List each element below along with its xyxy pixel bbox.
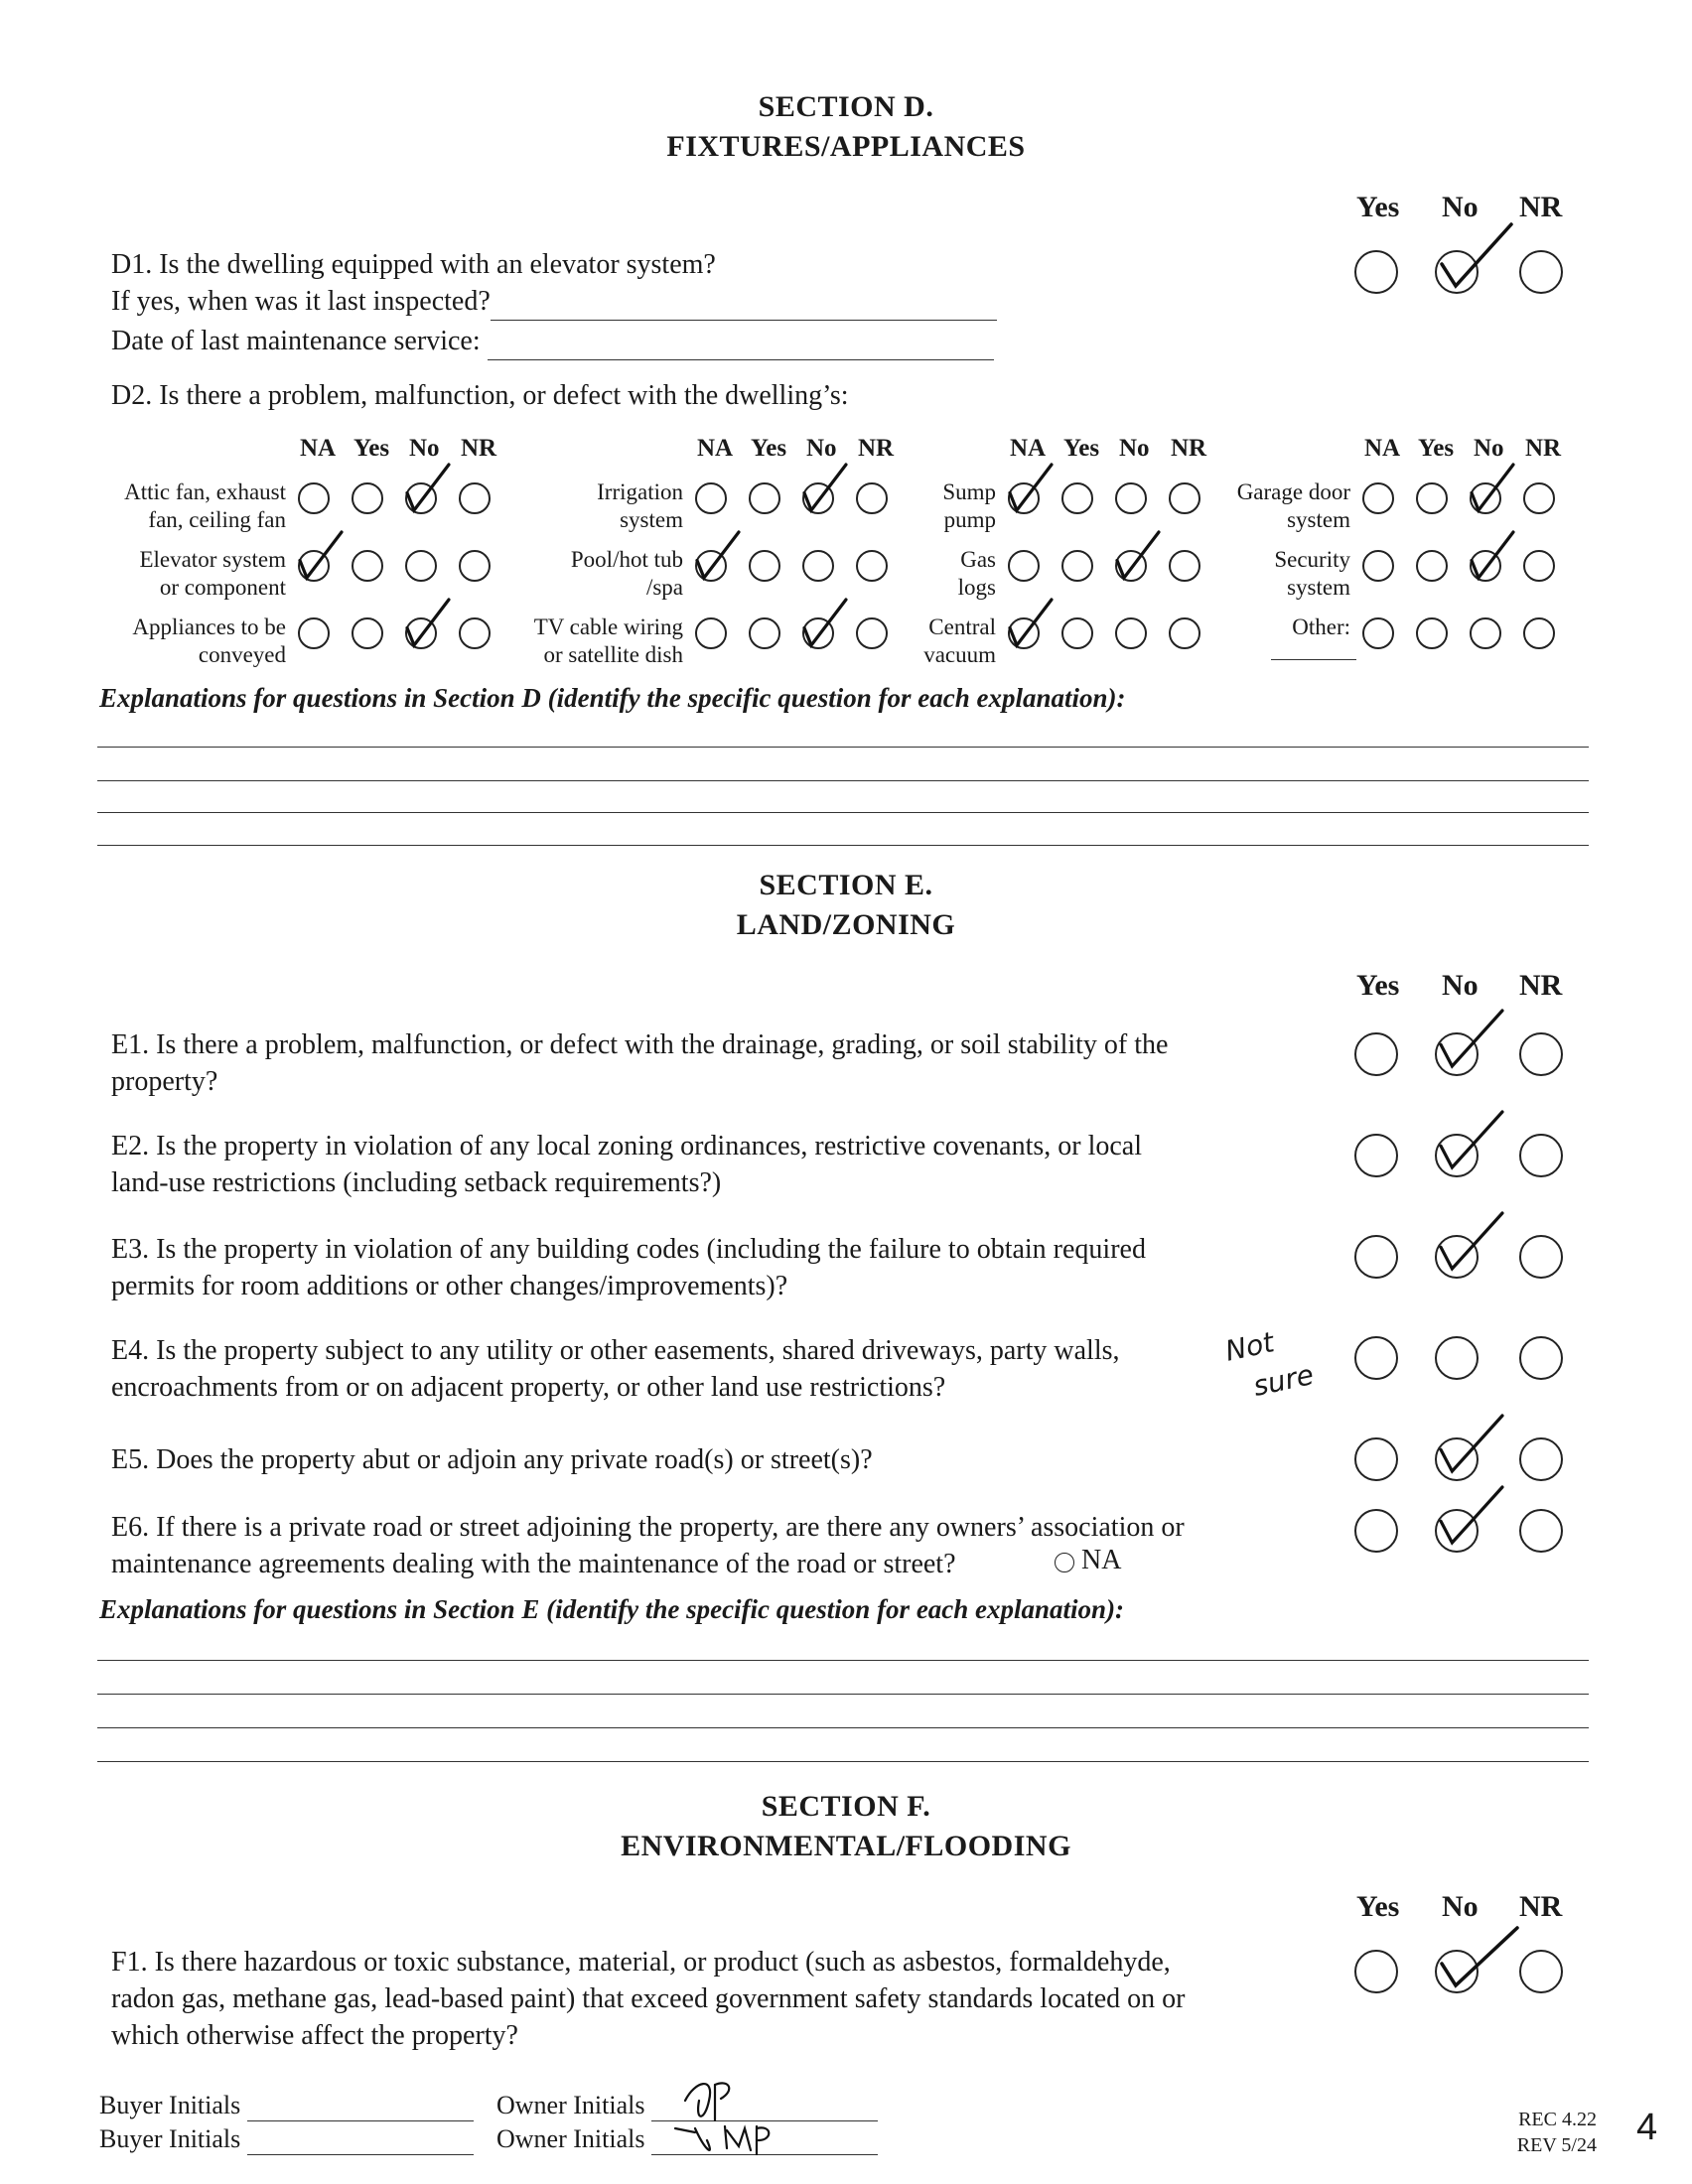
d2-item-label-line1: TV cable wiring (533, 614, 683, 639)
section-d-line-3[interactable] (97, 812, 1589, 813)
d2-item-label-line1: Appliances to be (132, 614, 286, 639)
f1-no-radio[interactable] (1435, 1950, 1479, 1993)
d-col-nr: NR (1519, 191, 1563, 223)
buyer-initials-row-1 (99, 2091, 474, 2121)
d1-inspected-field[interactable] (491, 283, 997, 321)
d2-item-label-line2: conveyed (198, 642, 286, 667)
page-number: 4 (1636, 2107, 1658, 2148)
d2-radio-nr[interactable] (1523, 482, 1555, 514)
e4-yes-radio[interactable] (1354, 1336, 1398, 1380)
owner-initials-label: Owner Initials (496, 2091, 645, 2119)
e3-question-line2: permits for room additions or other changes/improvements)? (111, 1271, 788, 1301)
d2-radio-yes[interactable] (1061, 482, 1093, 514)
d2-item-label-line1: Sump (942, 479, 996, 504)
section-e-subtitle: LAND/ZONING (736, 908, 956, 941)
d2-item-label-line2: fan, ceiling fan (148, 507, 286, 532)
d2-question: D2. Is there a problem, malfunction, or defect with the dwelling’s: (111, 380, 849, 411)
owner-initials-row-1 (496, 2091, 878, 2121)
e4-note-not: Not (1222, 1325, 1277, 1368)
d2-radio-na[interactable] (1362, 482, 1394, 514)
d2-grid-head-3-nr: NR (1525, 435, 1562, 462)
d2-radio-na[interactable] (298, 482, 330, 514)
section-e-line-4[interactable] (97, 1761, 1589, 1762)
d2-radio-yes[interactable] (749, 550, 780, 582)
d2-radio-na[interactable] (1362, 617, 1394, 649)
e3-nr-radio[interactable] (1519, 1235, 1563, 1279)
d2-item-label-line1: Garage door (1236, 479, 1350, 504)
d2-radio-yes[interactable] (352, 550, 383, 582)
d2-grid-head-2-yes: Yes (1063, 435, 1100, 462)
e2-yes-radio[interactable] (1354, 1134, 1398, 1177)
d2-item-label (797, 546, 996, 602)
e3-yes-radio[interactable] (1354, 1235, 1398, 1279)
d2-radio-yes[interactable] (749, 617, 780, 649)
d2-item-label-line1: Other: (1292, 614, 1350, 639)
d2-grid-head-2-nr: NR (1171, 435, 1207, 462)
section-e-line-3[interactable] (97, 1727, 1589, 1728)
e1-question-line1: E1. Is there a problem, malfunction, or defect with the drainage, grading, or soil stability of the (111, 1029, 1169, 1060)
e1-no-radio[interactable] (1435, 1032, 1479, 1076)
e6-nr-radio[interactable] (1519, 1509, 1563, 1553)
e6-yes-radio[interactable] (1354, 1509, 1398, 1553)
d2-item-label (87, 614, 286, 669)
d2-grid-head-2-no: No (1119, 435, 1150, 462)
section-f-title: SECTION F. (761, 1790, 931, 1823)
buyer-initials-row-2 (99, 2124, 474, 2155)
e4-nr-radio[interactable] (1519, 1336, 1563, 1380)
buyer-initials-label-2: Buyer Initials (99, 2124, 241, 2153)
d2-item-label (87, 546, 286, 602)
buyer-initials-label: Buyer Initials (99, 2091, 241, 2119)
e6-na-option[interactable] (1055, 1545, 1121, 1576)
d2-item-label (485, 478, 683, 534)
d2-item-label-line1: Elevator system (139, 547, 286, 572)
d2-item-label-line1: Gas (960, 547, 996, 572)
e4-question-line2: encroachments from or on adjacent property, or other land use restrictions? (111, 1372, 946, 1403)
e2-no-radio[interactable] (1435, 1134, 1479, 1177)
d2-other-field[interactable] (1271, 659, 1356, 660)
f1-nr-radio[interactable] (1519, 1950, 1563, 1993)
d2-radio-na[interactable] (695, 617, 727, 649)
e4-question-line1: E4. Is the property subject to any utility or other easements, shared driveways, party walls, (111, 1335, 1120, 1366)
e5-yes-radio[interactable] (1354, 1437, 1398, 1481)
owner-initials-field-2[interactable] (651, 2124, 878, 2155)
d2-grid-head-0-yes: Yes (353, 435, 390, 462)
e1-yes-radio[interactable] (1354, 1032, 1398, 1076)
e1-nr-radio[interactable] (1519, 1032, 1563, 1076)
e6-na-label: NA (1081, 1545, 1122, 1575)
buyer-initials-field-2[interactable] (247, 2124, 474, 2155)
d1-inspected-row (111, 283, 997, 321)
d2-grid-head-1-na: NA (697, 435, 734, 462)
e-col-nr: NR (1519, 969, 1563, 1002)
f-col-yes: Yes (1356, 1890, 1400, 1923)
d2-radio-yes[interactable] (1416, 550, 1448, 582)
section-e-explanation-label: Explanations for questions in Section E (identify the specific question for each explanation): (99, 1594, 1125, 1624)
owner-initials-row-2 (496, 2124, 878, 2155)
section-d-line-4[interactable] (97, 845, 1589, 846)
d2-radio-nr[interactable] (1523, 550, 1555, 582)
f1-question-line3: which otherwise affect the property? (111, 2020, 518, 2051)
d2-item-label-line2: system (620, 507, 683, 532)
d2-radio-yes[interactable] (352, 617, 383, 649)
section-d-explanation-label: Explanations for questions in Section D (identify the specific question for each explanation): (99, 683, 1126, 713)
d2-item-label-line2: pump (943, 507, 996, 532)
d2-item-label-line2: /spa (645, 575, 683, 600)
form-revision: REV 5/24 (1516, 2134, 1597, 2156)
e2-question-line1: E2. Is the property in violation of any local zoning ordinances, restrictive covenants, or local (111, 1131, 1143, 1161)
e3-no-radio[interactable] (1435, 1235, 1479, 1279)
d2-radio-na[interactable] (1008, 617, 1040, 649)
section-d-title: SECTION D. (758, 90, 934, 123)
d2-radio-no[interactable] (405, 617, 437, 649)
d2-grid-head-0-nr: NR (461, 435, 497, 462)
d2-radio-no[interactable] (405, 482, 437, 514)
d1-question: D1. Is the dwelling equipped with an elevator system? (111, 249, 716, 280)
d2-item-label (485, 546, 683, 602)
e5-no-radio[interactable] (1435, 1437, 1479, 1481)
d1-maintenance-label: Date of last maintenance service: (111, 326, 481, 356)
f-col-no: No (1442, 1890, 1479, 1923)
d2-item-label-line1: Pool/hot tub (570, 547, 683, 572)
d2-item-label (797, 614, 996, 669)
f1-question-line2: radon gas, methane gas, lead-based paint) that exceed government safety standards located on or (111, 1983, 1186, 2014)
d2-radio-yes[interactable] (1416, 617, 1448, 649)
d2-radio-na[interactable] (298, 550, 330, 582)
d2-item-label (797, 478, 996, 534)
d2-radio-yes[interactable] (1061, 550, 1093, 582)
d2-radio-na[interactable] (695, 550, 727, 582)
d2-grid-head-3-yes: Yes (1418, 435, 1455, 462)
d2-radio-yes[interactable] (1416, 482, 1448, 514)
e-col-no: No (1442, 969, 1479, 1002)
d2-item-label (1152, 614, 1350, 641)
section-d-subtitle: FIXTURES/APPLIANCES (666, 130, 1026, 163)
d2-radio-no[interactable] (1115, 617, 1147, 649)
e2-nr-radio[interactable] (1519, 1134, 1563, 1177)
e1-question-line2: property? (111, 1066, 218, 1097)
e5-question-line1: E5. Does the property abut or adjoin any private road(s) or street(s)? (111, 1444, 873, 1475)
d2-grid-head-3-na: NA (1364, 435, 1401, 462)
d2-radio-no[interactable] (1470, 617, 1501, 649)
d2-grid-head-0-na: NA (300, 435, 337, 462)
d1-yes-radio[interactable] (1354, 250, 1398, 294)
d2-item-label-line2: or component (159, 575, 286, 600)
section-e-title: SECTION E. (759, 869, 933, 901)
d2-grid-head-1-no: No (806, 435, 837, 462)
d2-item-label-line1: Irrigation (597, 479, 683, 504)
d2-item-label (485, 614, 683, 669)
d2-item-label-line1: Security (1274, 547, 1350, 572)
d2-item-label-line2: or satellite dish (543, 642, 683, 667)
d1-maintenance-field[interactable] (488, 323, 994, 360)
d2-radio-no[interactable] (405, 550, 437, 582)
section-e-line-1[interactable] (97, 1660, 1589, 1661)
section-d-line-1[interactable] (97, 747, 1589, 748)
d2-item-label-line2: logs (957, 575, 996, 600)
d2-grid-head-1-nr: NR (858, 435, 895, 462)
d2-item-label (1152, 478, 1350, 534)
e-col-yes: Yes (1356, 969, 1400, 1002)
d-col-yes: Yes (1356, 191, 1400, 223)
d2-radio-yes[interactable] (1061, 617, 1093, 649)
buyer-initials-field-1[interactable] (247, 2091, 474, 2121)
d2-grid-head-0-no: No (409, 435, 440, 462)
e5-nr-radio[interactable] (1519, 1437, 1563, 1481)
e6-na-radio[interactable] (1055, 1553, 1074, 1572)
d2-radio-yes[interactable] (352, 482, 383, 514)
d2-item-label-line2: system (1287, 507, 1350, 532)
owner-initials-field-1[interactable] (651, 2091, 878, 2121)
d2-radio-no[interactable] (1470, 550, 1501, 582)
e4-no-radio[interactable] (1435, 1336, 1479, 1380)
form-code: REC 4.22 (1518, 2109, 1597, 2130)
f-col-nr: NR (1519, 1890, 1563, 1923)
section-f-subtitle: ENVIRONMENTAL/FLOODING (621, 1830, 1071, 1862)
d1-nr-radio[interactable] (1519, 250, 1563, 294)
d2-radio-na[interactable] (695, 482, 727, 514)
d2-grid-head-3-no: No (1474, 435, 1504, 462)
d2-item-label-line1: Attic fan, exhaust (124, 479, 286, 504)
section-d-line-2[interactable] (97, 780, 1589, 781)
d2-item-label (1152, 546, 1350, 602)
d2-radio-na[interactable] (1362, 550, 1394, 582)
d1-no-radio[interactable] (1435, 250, 1479, 294)
d2-item-label (87, 478, 286, 534)
d1-maintenance-row (111, 323, 994, 360)
d2-grid-head-1-yes: Yes (751, 435, 787, 462)
d2-item-label-line2: vacuum (923, 642, 996, 667)
e6-question-line2: maintenance agreements dealing with the maintenance of the road or street? (111, 1549, 956, 1579)
f1-yes-radio[interactable] (1354, 1950, 1398, 1993)
owner-initials-label-2: Owner Initials (496, 2124, 645, 2153)
d2-radio-no[interactable] (1115, 550, 1147, 582)
d2-grid-head-2-na: NA (1010, 435, 1047, 462)
d2-radio-nr[interactable] (1523, 617, 1555, 649)
d2-radio-na[interactable] (1008, 550, 1040, 582)
e2-question-line2: land-use restrictions (including setback requirements?) (111, 1167, 722, 1198)
d2-radio-na[interactable] (298, 617, 330, 649)
d-col-no: No (1442, 191, 1479, 223)
d2-item-label-line1: Central (928, 614, 996, 639)
e3-question-line1: E3. Is the property in violation of any building codes (including the failure to obtain required (111, 1234, 1146, 1265)
d2-radio-no[interactable] (1470, 482, 1501, 514)
d2-radio-yes[interactable] (749, 482, 780, 514)
d1-inspected-label: If yes, when was it last inspected? (111, 286, 491, 317)
e6-no-radio[interactable] (1435, 1509, 1479, 1553)
section-e-line-2[interactable] (97, 1694, 1589, 1695)
e6-question-line1: E6. If there is a private road or street adjoining the property, are there any owners’ association or (111, 1512, 1185, 1543)
d2-item-label-line2: system (1287, 575, 1350, 600)
d2-radio-no[interactable] (1115, 482, 1147, 514)
f1-question-line1: F1. Is there hazardous or toxic substance, material, or product (such as asbestos, formaldehyde, (111, 1947, 1171, 1978)
e4-note-sure: sure (1250, 1358, 1317, 1403)
d2-radio-na[interactable] (1008, 482, 1040, 514)
